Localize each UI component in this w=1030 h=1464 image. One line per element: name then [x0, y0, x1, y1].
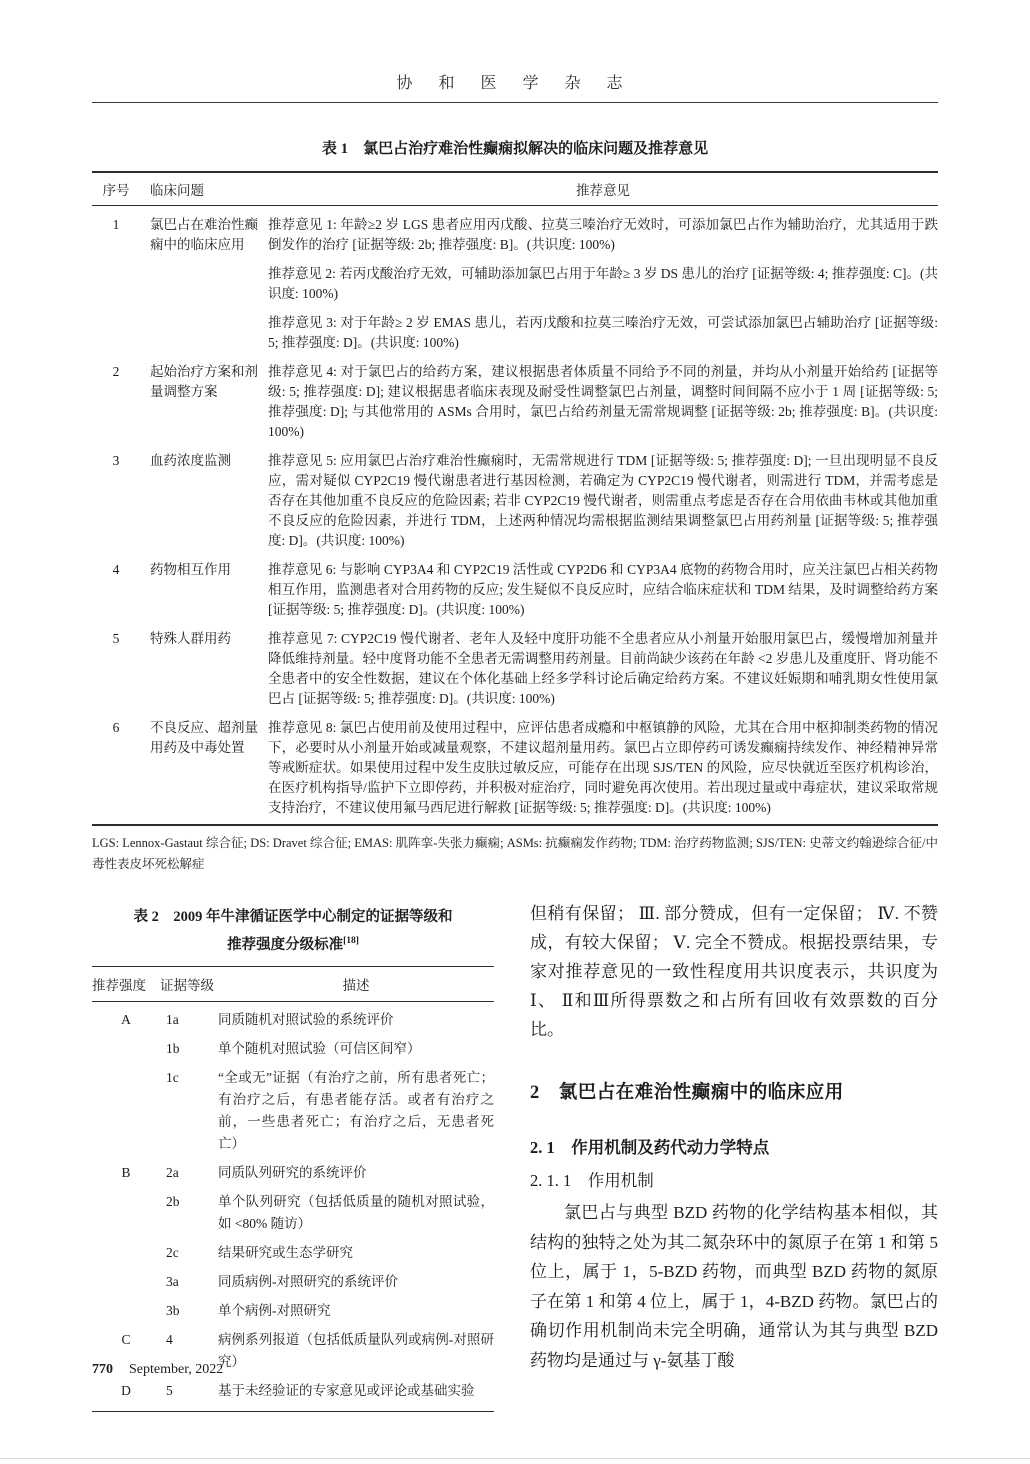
level-description: 基于未经验证的专家意见或评论或基础实验	[218, 1382, 475, 1398]
table2-title	[92, 905, 494, 957]
evidence-level: 2b	[166, 1193, 180, 1209]
level-description: 单个病例-对照研究	[218, 1302, 331, 1318]
clinical-problem: 不良反应、超剂量用药及中毒处置	[150, 720, 258, 755]
table1-header-recommendation: 推荐意见	[576, 183, 630, 198]
table-row	[92, 1300, 494, 1322]
strength-grade	[92, 1191, 160, 1235]
recommendations	[268, 718, 938, 818]
recommendations	[268, 362, 938, 442]
subsection-2-1-1-heading: 2. 1. 1 作用机制	[530, 1171, 654, 1190]
table-row	[92, 560, 938, 620]
recommendation-text: 推荐意见 8: 氯巴占使用前及使用过程中，应评估患者成瘾和中枢镇静的风险，尤其在合用中枢抑制类药物的情况下，必要时从小剂量开始或减量观察，不建议超剂量用药。氯巴占立即停药可诱发癫痫持续发作、神经精神异常等戒断症状。如果使用过程中发生皮肤过敏反应，可能存在出现 SJS/TEN 的风险，应尽快就近至医疗机构诊治，在医疗机构指导/监护下立即停药，并积极对症治疗，同时避免再次使用。若出现过量或中毒症状，建议采取常规支持治疗，不建议使用氟马西尼进行解救 [证据等级: 5; 推荐强度: D]。(共识度: 100%)	[268, 720, 938, 815]
recommendations	[268, 215, 938, 353]
recommendation-text: 推荐意见 1: 年龄≥2 岁 LGS 患者应用丙戊酸、拉莫三嗪治疗无效时，可添加氯巴占作为辅助治疗，尤其适用于跌倒发作的治疗 [证据等级: 2b; 推荐强度: B]。(共识度: 100%)	[268, 217, 938, 252]
row-number: 1	[112, 217, 120, 232]
table2-header-description: 描述	[342, 977, 370, 993]
clinical-problem: 特殊人群用药	[150, 631, 231, 646]
table2-header-level: 证据等级	[160, 977, 214, 993]
recommendation-text: 推荐意见 2: 若丙戊酸治疗无效，可辅助添加氯巴占用于年龄≥ 3 岁 DS 患儿的治疗 [证据等级: 4; 推荐强度: C]。(共识度: 100%)	[268, 266, 938, 301]
table1-body	[92, 215, 938, 818]
level-description: 单个随机对照试验（可信区间窄）	[218, 1040, 421, 1056]
evidence-level: 3a	[166, 1273, 179, 1289]
table1-header-row	[92, 173, 938, 206]
evidence-level: 5	[166, 1382, 173, 1398]
evidence-level: 3b	[166, 1302, 180, 1318]
table2-title-line2: 推荐强度分级标准	[227, 936, 344, 953]
issue-date: September, 2022	[129, 1362, 224, 1377]
evidence-level: 1c	[166, 1069, 179, 1085]
clinical-problem: 氯巴占在难治性癫痫中的临床应用	[150, 217, 258, 252]
page-footer	[92, 1362, 223, 1378]
table-row	[92, 215, 938, 353]
evidence-level: 1a	[166, 1011, 179, 1027]
recommendations	[268, 560, 938, 620]
journal-running-head: 协 和 医 学 杂 志	[396, 75, 634, 92]
table2-body	[92, 1009, 494, 1402]
level-description: 同质队列研究的系统评价	[218, 1164, 367, 1180]
page-bottom-edge	[0, 1458, 1030, 1459]
table-row	[92, 1038, 494, 1060]
strength-grade: A	[121, 1011, 131, 1027]
table1	[92, 171, 938, 826]
table-row	[92, 1380, 494, 1402]
table-row	[92, 718, 938, 818]
left-column	[92, 899, 494, 1412]
evidence-level: 2a	[166, 1164, 179, 1180]
subsection-2-1-heading: 2. 1 作用机制及药代动力学特点	[530, 1138, 770, 1157]
row-number: 5	[112, 631, 120, 646]
recommendation-text: 推荐意见 6: 与影响 CYP3A4 和 CYP2C19 活性或 CYP2D6 和 CYP3A4 底物的药物合用时，应关注氯巴占相关药物相互作用，监测患者对合用药物的反应; 发生疑似不良反应时，应结合临床症状和 TDM 结果，及时调整给药方案 [证据等级: 5; 推荐强度: D]。(共识度: 100%)	[268, 562, 938, 617]
table-row	[92, 1242, 494, 1264]
level-description: “全或无”证据（有治疗之前，所有患者死亡；有治疗之后，有患者能存活。或者有治疗之前，一些患者死亡；有治疗之后，无患者死亡）	[218, 1069, 494, 1151]
strength-grade: D	[121, 1382, 131, 1398]
header-rule	[92, 102, 938, 103]
strength-grade: B	[121, 1164, 131, 1180]
level-description: 同质病例-对照研究的系统评价	[218, 1273, 398, 1289]
level-description: 单个队列研究（包括低质量的随机对照试验，如 <80% 随访）	[218, 1193, 494, 1231]
section-2-heading: 2 氯巴占在难治性癫痫中的临床应用	[530, 1083, 844, 1103]
table2-header-row	[92, 967, 494, 1002]
strength-grade	[92, 1271, 160, 1293]
page-number: 770	[92, 1362, 113, 1377]
evidence-level: 4	[166, 1331, 173, 1347]
level-description: 结果研究或生态学研究	[218, 1244, 353, 1260]
continuation-paragraph: 但稍有保留； Ⅲ. 部分赞成，但有一定保留； Ⅳ. 不赞成，有较大保留； Ⅴ. 完全不赞成。根据投票结果，专家对推荐意见的一致性程度用共识度表示，共识度为Ⅰ、 Ⅱ和Ⅲ所得票数之和占所有回收有效票数的百分比。	[530, 904, 938, 1039]
row-number: 3	[112, 453, 120, 468]
strength-grade: C	[121, 1331, 131, 1347]
table2	[92, 966, 494, 1412]
two-column-section	[92, 899, 938, 1412]
recommendations	[268, 629, 938, 709]
row-number: 6	[112, 720, 120, 735]
table-row	[92, 362, 938, 442]
recommendation-text: 推荐意见 5: 应用氯巴占治疗难治性癫痫时，无需常规进行 TDM [证据等级: 5; 推荐强度: D]; 一旦出现明显不良反应，需对疑似 CYP2C19 慢代谢患者进行基因检测，若确定为 CYP2C19 慢代谢者，则需进行 TDM，并需考虑是否存在其他加重不良反应的危险因素; 若非 CYP2C19 慢代谢者，则需重点考虑是否存在合用依曲韦林或其他加重不良反应的危险因素，并进行 TDM，上述两种情况均需根据监测结果调整氯巴占用药剂量 [证据等级: 5; 推荐强度: D]。(共识度: 100%)	[268, 453, 938, 548]
clinical-problem: 血药浓度监测	[150, 453, 231, 468]
row-number: 2	[112, 364, 120, 379]
table-row	[92, 1067, 494, 1155]
table-row	[92, 451, 938, 551]
table2-header-strength: 推荐强度	[92, 977, 146, 993]
table1-footnote: LGS: Lennox-Gastaut 综合征; DS: Dravet 综合征; EMAS: 肌阵挛-失张力癫痫; ASMs: 抗癫痫发作药物; TDM: 治疗药物监测; SJS/TEN: 史蒂文约翰逊综合征/中毒性表皮坏死松解症	[92, 836, 938, 871]
level-description: 病例系列报道（包括低质量队列或病例-对照研究）	[218, 1331, 494, 1369]
table-row	[92, 1271, 494, 1293]
table1-header-problem: 临床问题	[150, 183, 204, 198]
evidence-level: 1b	[166, 1040, 180, 1056]
table1-header-no: 序号	[102, 183, 130, 198]
recommendations	[268, 451, 938, 551]
strength-grade	[92, 1038, 160, 1060]
clinical-problem: 起始治疗方案和剂量调整方案	[150, 364, 258, 399]
recommendation-text: 推荐意见 4: 对于氯巴占的给药方案，建议根据患者体质量不同给予不同的剂量，并均从小剂量开始给药 [证据等级: 5; 推荐强度: D]; 建议根据患者临床表现及耐受性调整氯巴占剂量，调整时间间隔不应小于 1 周 [证据等级: 5; 推荐强度: D]; 与其他常用的 ASMs 合用时，氯巴占给药剂量无需常规调整 [证据等级: 2b; 推荐强度: B]。(共识度: 100%)	[268, 364, 938, 439]
row-number: 4	[112, 562, 120, 577]
table-row	[92, 1162, 494, 1184]
table2-title-line1: 表 2 2009 年牛津循证医学中心制定的证据等级和	[133, 909, 453, 925]
table1-title: 表 1 氯巴占治疗难治性癫痫拟解决的临床问题及推荐意见	[321, 141, 709, 157]
clinical-problem: 药物相互作用	[150, 562, 231, 577]
table-row	[92, 629, 938, 709]
strength-grade	[92, 1067, 160, 1155]
strength-grade	[92, 1300, 160, 1322]
table2-reference-superscript: [18]	[343, 936, 359, 946]
recommendation-text: 推荐意见 7: CYP2C19 慢代谢者、老年人及轻中度肝功能不全患者应从小剂量开始服用氯巴占，缓慢增加剂量并降低维持剂量。轻中度肾功能不全患者无需调整用药剂量。目前尚缺少该药在年龄 <2 岁患儿及重度肝、肾功能不全患者中的安全性数据，建议在个体化基础上经多学科讨论后确定给药方案。不建议妊娠期和哺乳期女性使用氯巴占 [证据等级: 5; 推荐强度: D]。(共识度: 100%)	[268, 631, 938, 706]
strength-grade	[92, 1242, 160, 1264]
level-description: 同质随机对照试验的系统评价	[218, 1011, 394, 1027]
right-column	[530, 899, 938, 1412]
recommendation-text: 推荐意见 3: 对于年龄≥ 2 岁 EMAS 患儿，若丙戊酸和拉莫三嗪治疗无效，可尝试添加氯巴占辅助治疗 [证据等级: 5; 推荐强度: D]。(共识度: 100%)	[268, 315, 938, 350]
table-row	[92, 1009, 494, 1031]
evidence-level: 2c	[166, 1244, 179, 1260]
table-row	[92, 1191, 494, 1235]
body-paragraph: 氯巴占与典型 BZD 药物的化学结构基本相似，其结构的独特之处为其二氮杂环中的氮原子在第 1 和第 5 位上，属于 1，5-BZD 药物，而典型 BZD 药物的氮原子在第 1 和第 4 位上，属于 1，4-BZD 药物。氯巴占的确切作用机制尚未完全明确，通常认为其与典型 BZD 药物均是通过与 γ-氨基丁酸	[530, 1203, 938, 1370]
